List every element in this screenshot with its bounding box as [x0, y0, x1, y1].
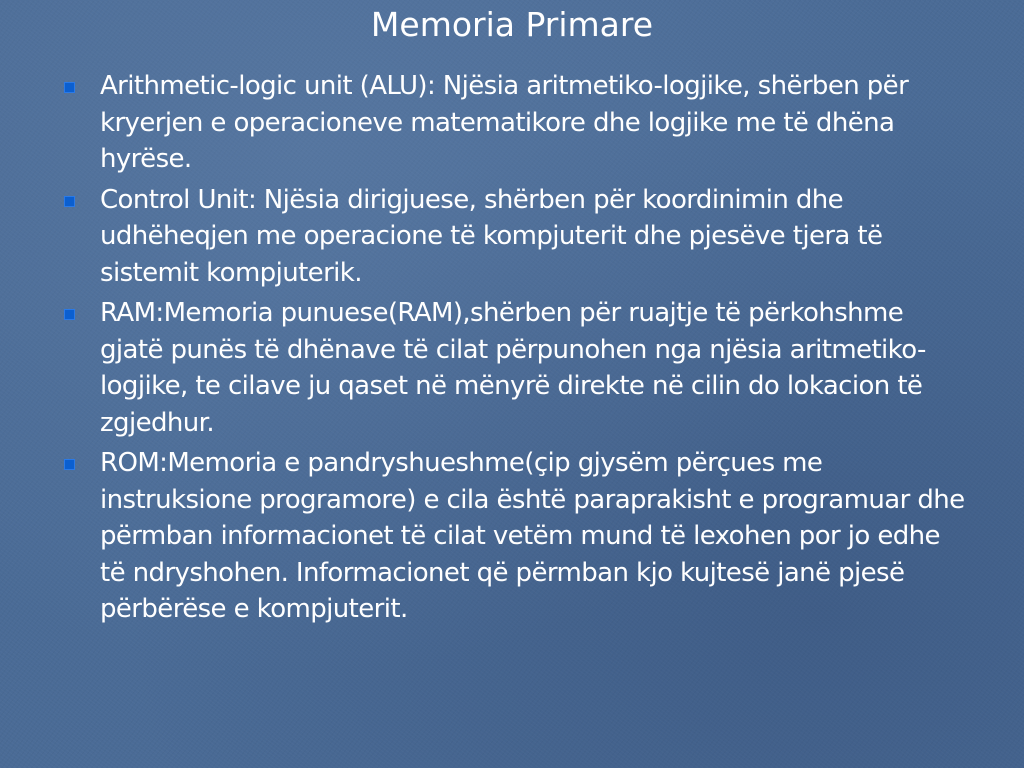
square-bullet-icon: [64, 309, 75, 320]
bullet-list: [58, 68, 968, 632]
bullet-item-rom: [58, 445, 968, 628]
bullet-text: RAM:Memoria punuese(RAM),shërben për ruajtje të përkohshme gjatë punës të dhënave të cilat përpunohen nga njësia aritmetiko-logjike, te cilave ju qaset në mënyrë direkte në cilin do lokacion të zgjedhur.: [100, 298, 926, 438]
bullet-text: Control Unit: Njësia dirigjuese, shërben për koordinimin dhe udhëheqjen me operacione të kompjuterit dhe pjesëve tjera të sistemit kompjuterik.: [100, 184, 883, 288]
slide-title: Memoria Primare: [370, 5, 654, 44]
bullet-item-control-unit: [58, 182, 968, 292]
square-bullet-icon: [64, 82, 75, 93]
bullet-text: ROM:Memoria e pandryshueshme(çip gjysëm përçues me instruksione programore) e cila është paraprakisht e programuar dhe përmban informacionet të cilat vetëm mund të lexohen por jo edhe të ndryshohen. Informacionet që përmban kjo kujtesë janë pjesë përbërëse e kompjuterit.: [100, 448, 965, 624]
square-bullet-icon: [64, 196, 75, 207]
bullet-item-alu: [58, 68, 968, 178]
bullet-item-ram: [58, 295, 968, 441]
bullet-text: Arithmetic-logic unit (ALU): Njësia aritmetiko-logjike, shërben për kryerjen e operacioneve matematikore dhe logjike me të dhëna hyrëse.: [100, 71, 909, 174]
square-bullet-icon: [64, 459, 75, 470]
